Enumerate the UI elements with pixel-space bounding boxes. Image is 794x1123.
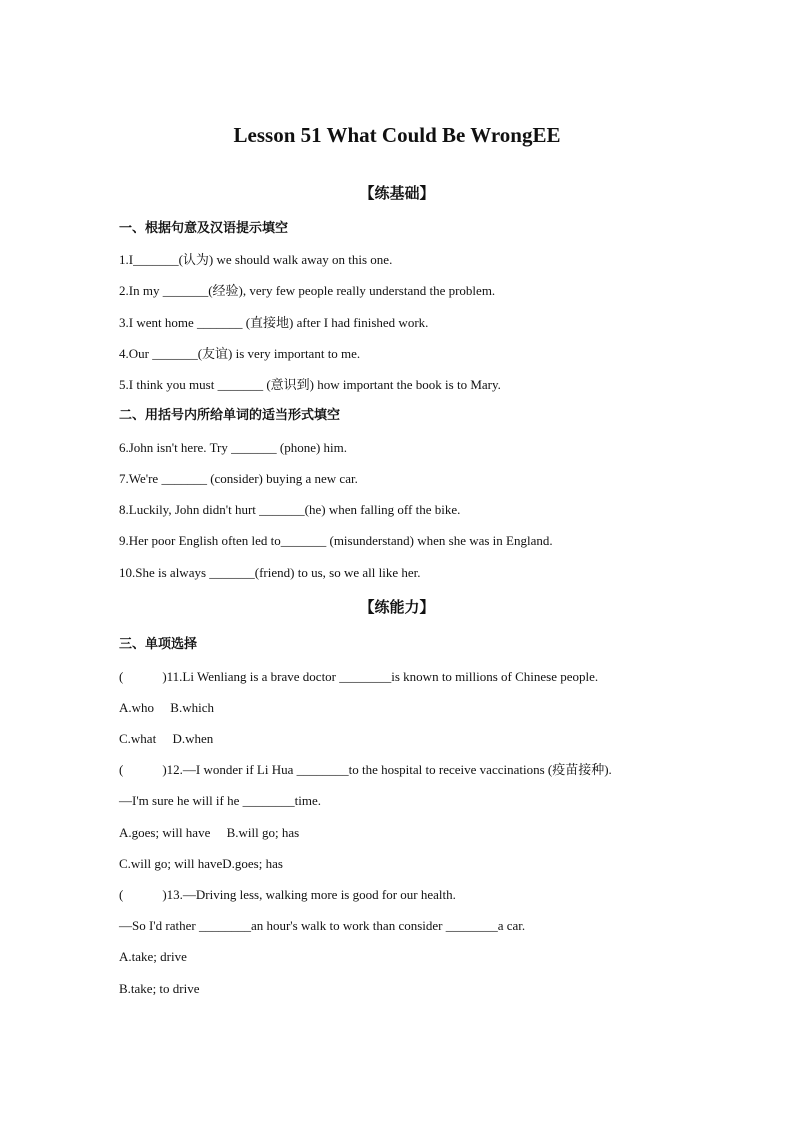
lesson-title: Lesson 51 What Could Be WrongEE xyxy=(233,123,561,147)
question-4: 4.Our _______(友谊) is very important to me. xyxy=(119,346,361,361)
question-13-option-b: B.take; to drive xyxy=(119,981,200,996)
question-13-option-a: A.take; drive xyxy=(119,949,187,964)
question-2: 2.In my _______(经验), very few people really understand the problem. xyxy=(119,283,496,298)
question-12-options-ab: A.goes; will have B.will go; has xyxy=(119,825,300,840)
question-1: 1.I_______(认为) we should walk away on this one. xyxy=(119,252,393,267)
part-three-heading: 三、单项选择 xyxy=(119,637,198,652)
question-6: 6.John isn't here. Try _______ (phone) him. xyxy=(119,440,348,455)
section-basic-heading: 【练基础】 xyxy=(359,184,435,202)
question-11-options-cd: C.what D.when xyxy=(119,731,214,746)
question-12: ( )12.—I wonder if Li Hua ________to the hospital to receive vaccinations (疫苗接种). xyxy=(119,762,612,777)
question-11: ( )11.Li Wenliang is a brave doctor ________is known to millions of Chinese people. xyxy=(119,669,599,684)
question-9: 9.Her poor English often led to_______ (misunderstand) when she was in England. xyxy=(119,533,553,548)
part-two-heading: 二、用括号内所给单词的适当形式填空 xyxy=(119,408,341,423)
question-13-line-2: —So I'd rather ________an hour's walk to work than consider ________a car. xyxy=(119,918,526,933)
question-7: 7.We're _______ (consider) buying a new car. xyxy=(119,471,358,486)
section-ability-heading: 【练能力】 xyxy=(359,598,435,616)
question-3: 3.I went home _______ (直接地) after I had finished work. xyxy=(119,315,429,330)
question-12-line-2: —I'm sure he will if he ________time. xyxy=(119,793,322,808)
question-8: 8.Luckily, John didn't hurt _______(he) when falling off the bike. xyxy=(119,502,461,517)
question-13: ( )13.—Driving less, walking more is good for our health. xyxy=(119,887,456,902)
question-5: 5.I think you must _______ (意识到) how important the book is to Mary. xyxy=(119,377,501,392)
question-10: 10.She is always _______(friend) to us, so we all like her. xyxy=(119,565,421,580)
question-11-options-ab: A.who B.which xyxy=(119,700,214,715)
question-12-options-cd: C.will go; will haveD.goes; has xyxy=(119,856,283,871)
part-one-heading: 一、根据句意及汉语提示填空 xyxy=(119,221,289,236)
